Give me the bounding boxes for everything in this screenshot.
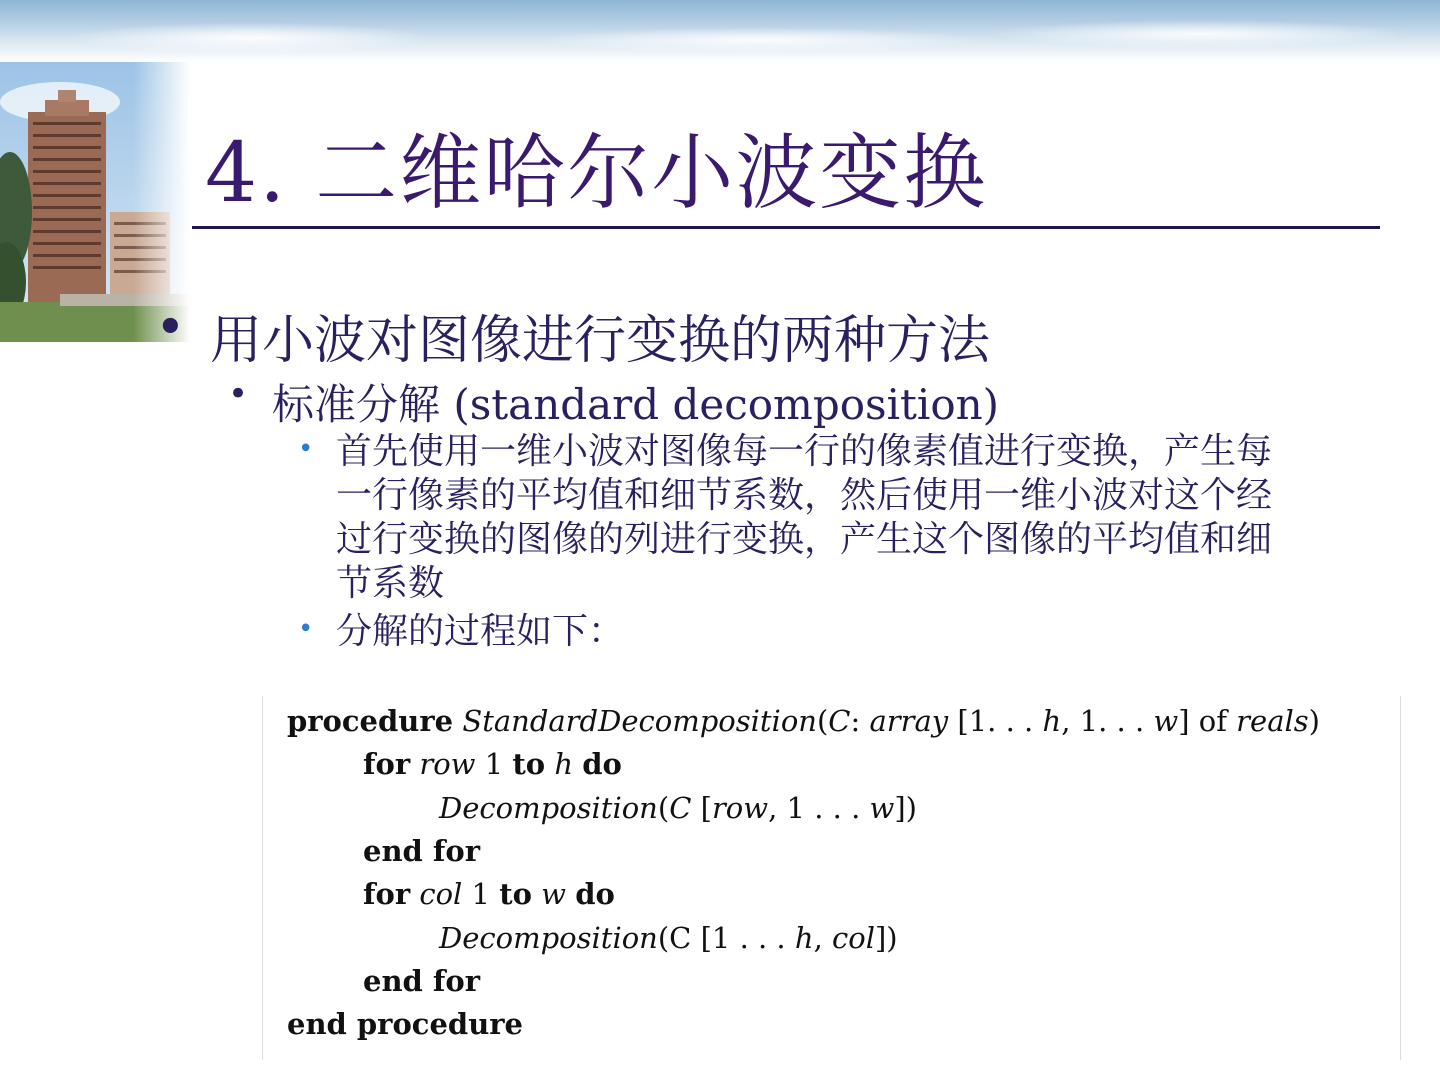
code-text: 1: [484, 747, 504, 781]
code-punct: ,: [813, 921, 823, 955]
code-text: 1: [471, 877, 490, 911]
code-identifier: StandardDecomposition: [462, 704, 817, 738]
code-identifier: col: [832, 921, 875, 955]
code-keyword: for: [363, 747, 411, 781]
code-line-5: [363, 877, 615, 911]
code-keyword: end for: [363, 964, 481, 998]
code-identifier: array: [869, 704, 949, 738]
code-line-2: [363, 747, 622, 781]
code-line-7: [363, 964, 480, 998]
code-text: , 1. . .: [1061, 704, 1145, 738]
code-identifier: row: [711, 791, 769, 825]
code-identifier: h: [794, 921, 814, 955]
code-keyword: do: [582, 747, 622, 781]
code-identifier: C: [669, 791, 692, 825]
code-keyword: do: [575, 877, 615, 911]
code-identifier: col: [419, 877, 463, 911]
code-identifier: reals: [1236, 704, 1309, 738]
code-text: (C [1 . . .: [657, 921, 786, 955]
bullet-level3-text: 分解的过程如下：: [336, 611, 625, 652]
code-punct: (: [816, 704, 829, 738]
code-line-8: [287, 1007, 523, 1041]
code-punct: ]): [894, 791, 917, 825]
code-identifier: h: [554, 747, 574, 781]
code-keyword: procedure: [287, 704, 454, 738]
code-identifier: w: [869, 791, 895, 825]
code-identifier: w: [541, 877, 566, 911]
code-identifier: Decomposition: [439, 791, 658, 825]
code-identifier: w: [1153, 704, 1179, 738]
bullet-level3-text: 首先使用一维小波对图像每一行的像素值进行变换，产生每一行像素的平均值和细节系数，然后使用一维小波对这个经过行变换的图像的列进行变换，产生这个图像的平均值和细节系数: [336, 431, 1273, 604]
code-line-1: [287, 704, 1320, 738]
code-line-6: [439, 921, 898, 955]
code-keyword: to: [499, 877, 532, 911]
code-identifier: row: [419, 747, 476, 781]
code-punct: ]): [874, 921, 898, 955]
bullet-level2-text: 标准分解 (standard decomposition): [272, 380, 1000, 429]
code-punct: (: [657, 791, 670, 825]
code-line-4: [363, 834, 480, 868]
slide-title: 4. 二维哈尔小波变换: [205, 126, 988, 221]
code-keyword: end for: [363, 834, 481, 868]
code-line-3: [439, 791, 917, 825]
code-identifier: Decomposition: [439, 921, 658, 955]
bullet-dot: •: [155, 298, 186, 358]
bullet-dot: •: [228, 374, 249, 414]
code-keyword: for: [363, 877, 411, 911]
code-identifier: C: [828, 704, 851, 738]
sky-banner: [0, 0, 1440, 62]
bullet-dot: •: [298, 614, 314, 644]
title-divider: [192, 226, 1380, 229]
code-text: [1. . .: [957, 704, 1034, 738]
code-keyword: end procedure: [287, 1007, 524, 1041]
code-text: , 1 . . .: [768, 791, 861, 825]
bullet-dot: •: [298, 434, 314, 464]
code-punct: ): [1308, 704, 1320, 738]
code-identifier: h: [1042, 704, 1062, 738]
code-keyword: to: [512, 747, 546, 781]
code-text: ] of: [1178, 704, 1227, 738]
code-punct: [: [700, 791, 712, 825]
bullet-level1-text: 用小波对图像进行变换的两种方法: [210, 311, 991, 371]
code-punct: :: [850, 704, 861, 738]
